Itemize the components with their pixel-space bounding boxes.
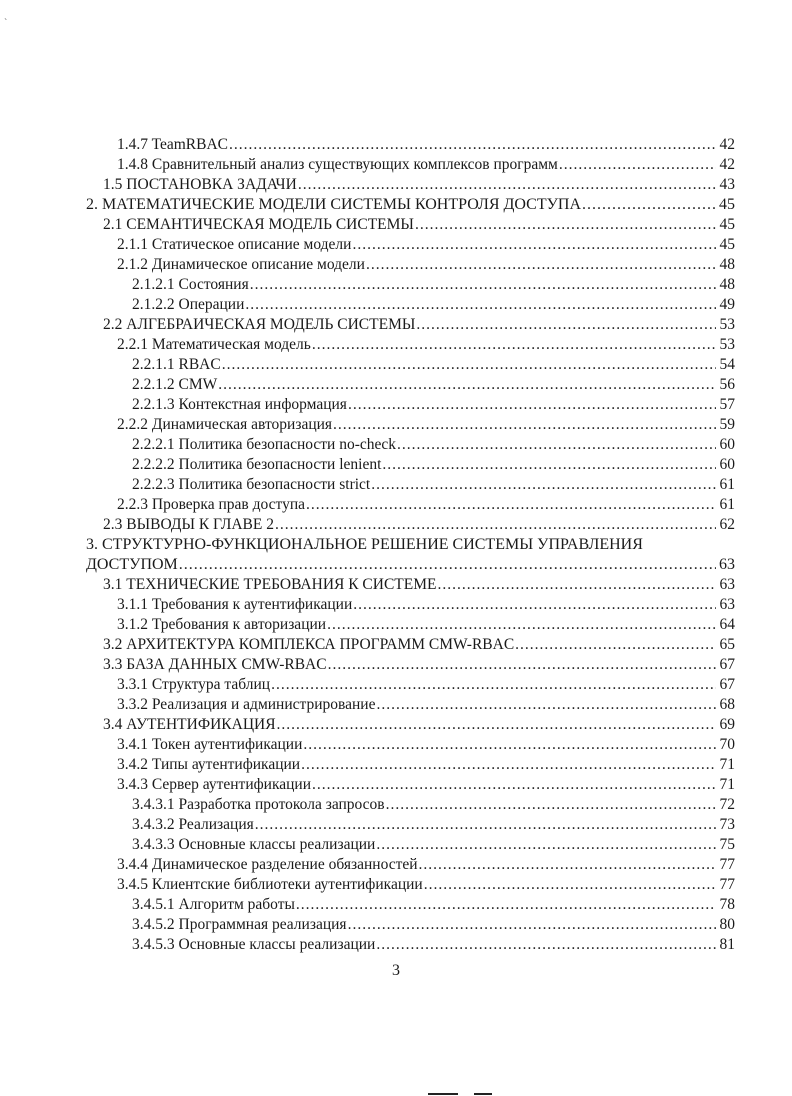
toc-entry[interactable] xyxy=(132,395,735,415)
toc-entry-title: 2.3 ВЫВОДЫ К ГЛАВЕ 2 xyxy=(103,516,274,533)
dot-leader xyxy=(312,335,716,355)
toc-entry-page-number: 65 xyxy=(719,636,735,653)
toc-entry[interactable] xyxy=(103,575,735,595)
toc-entry-page-number: 48 xyxy=(719,276,735,293)
toc-entry[interactable] xyxy=(132,355,735,375)
toc-entry-page-number: 60 xyxy=(719,436,735,453)
toc-entry-page-number: 77 xyxy=(719,856,735,873)
toc-entry-page-number: 77 xyxy=(719,876,735,893)
toc-entry-heading-line: 3. СТРУКТУРНО-ФУНКЦИОНАЛЬНОЕ РЕШЕНИЕ СИСТЕМЫ УПРАВЛЕНИЯ xyxy=(86,536,643,553)
toc-entry-title: 2.2.2.2 Политика безопасности lenient xyxy=(132,456,382,473)
toc-entry-title: 1.5 ПОСТАНОВКА ЗАДАЧИ xyxy=(103,176,297,193)
toc-entry[interactable] xyxy=(117,135,735,155)
toc-entry-title: 2. МАТЕМАТИЧЕСКИЕ МОДЕЛИ СИСТЕМЫ КОНТРОЛЯ ДОСТУПА xyxy=(86,196,582,213)
toc-entry-title: 2.1 СЕМАНТИЧЕСКАЯ МОДЕЛЬ СИСТЕМЫ xyxy=(103,216,414,233)
toc-entry[interactable] xyxy=(117,855,735,875)
toc-entry-title: 3.3 БАЗА ДАННЫХ CMW-RBAC xyxy=(103,656,327,673)
toc-entry[interactable] xyxy=(117,235,735,255)
dot-leader xyxy=(348,395,716,415)
toc-entry-title: 3.4.1 Токен аутентификации xyxy=(117,736,303,753)
toc-entry-title: 2.2.1 Математическая модель xyxy=(117,336,311,353)
dot-leader xyxy=(386,795,716,815)
toc-entry[interactable] xyxy=(86,195,735,215)
toc-entry[interactable] xyxy=(117,735,735,755)
dot-leader xyxy=(333,415,716,435)
toc-entry-title: 2.1.2.2 Операции xyxy=(132,296,245,313)
toc-entry[interactable] xyxy=(103,655,735,675)
scan-artifact-line xyxy=(428,1093,458,1095)
toc-entry[interactable] xyxy=(117,335,735,355)
toc-entry-title: 3.1.1 Требования к аутентификации xyxy=(117,596,353,613)
toc-entry[interactable] xyxy=(103,515,735,535)
dot-leader xyxy=(419,855,716,875)
toc-entry[interactable] xyxy=(132,935,735,955)
dot-leader xyxy=(382,455,716,475)
scan-artifact: ` xyxy=(4,18,8,29)
toc-entry-title: 2.1.1 Статическое описание модели xyxy=(117,236,352,253)
toc-entry-page-number: 59 xyxy=(719,416,735,433)
toc-entry-page-number: 78 xyxy=(719,896,735,913)
dot-leader xyxy=(348,915,716,935)
toc-entry[interactable] xyxy=(132,475,735,495)
dot-leader xyxy=(376,935,716,955)
dot-leader xyxy=(271,675,716,695)
toc-entry[interactable] xyxy=(132,895,735,915)
dot-leader xyxy=(327,615,716,635)
toc-entry-title: 3.3.1 Структура таблиц xyxy=(117,676,271,693)
toc-entry-title: 3.4.5.2 Программная реализация xyxy=(132,916,347,933)
toc-entry-title: 2.2.1.2 CMW xyxy=(132,376,218,393)
toc-entry[interactable] xyxy=(132,815,735,835)
toc-entry-page-number: 61 xyxy=(719,476,735,493)
toc-entry-title: 1.4.7 TeamRBAC xyxy=(117,136,229,153)
toc-entry-page-number: 45 xyxy=(719,216,735,233)
dot-leader xyxy=(255,815,716,835)
toc-entry-page-number: 72 xyxy=(719,796,735,813)
toc-entry-title: 2.2 АЛГЕБРАИЧЕСКАЯ МОДЕЛЬ СИСТЕМЫ xyxy=(103,316,416,333)
toc-entry-title: 2.2.2.3 Политика безопасности strict xyxy=(132,476,371,493)
toc-entry-title: 3.4.3 Сервер аутентификации xyxy=(117,776,312,793)
toc-entry-page-number: 71 xyxy=(719,776,735,793)
toc-entry[interactable] xyxy=(117,595,735,615)
toc-entry[interactable] xyxy=(132,275,735,295)
toc-entry-page-number: 57 xyxy=(719,396,735,413)
toc-entry-title: 3.4.5.1 Алгоритм работы xyxy=(132,896,295,913)
dot-leader xyxy=(424,875,716,895)
toc-entry[interactable] xyxy=(117,775,735,795)
toc-entry-title: 3.4.3.1 Разработка протокола запросов xyxy=(132,796,385,813)
dot-leader xyxy=(582,195,716,215)
toc-entry[interactable] xyxy=(132,835,735,855)
toc-entry[interactable] xyxy=(132,375,735,395)
toc-entry[interactable] xyxy=(132,295,735,315)
toc-entry-page-number: 80 xyxy=(719,916,735,933)
dot-leader xyxy=(229,135,716,155)
toc-entry-page-number: 45 xyxy=(719,236,735,253)
toc-entry-page-number: 45 xyxy=(719,196,735,213)
toc-entry-title: 3.4.3.2 Реализация xyxy=(132,816,254,833)
toc-entry-page-number: 42 xyxy=(719,136,735,153)
toc-entry[interactable] xyxy=(103,315,735,335)
dot-leader xyxy=(353,595,716,615)
toc-entry-page-number: 53 xyxy=(719,316,735,333)
page-number: 3 xyxy=(392,962,400,979)
dot-leader xyxy=(371,475,716,495)
toc-entry[interactable] xyxy=(132,795,735,815)
toc-entry[interactable] xyxy=(103,715,735,735)
dot-leader xyxy=(250,275,716,295)
toc-entry-title: 3.3.2 Реализация и администрирование xyxy=(117,696,376,713)
toc-entry[interactable] xyxy=(117,155,735,175)
toc-entry-page-number: 63 xyxy=(719,596,735,613)
toc-entry-page-number: 54 xyxy=(719,356,735,373)
toc-entry-title: 2.1.2.1 Состояния xyxy=(132,276,249,293)
dot-leader xyxy=(306,495,716,515)
toc-entry-title: 2.2.3 Проверка прав доступа xyxy=(117,496,305,513)
dot-leader xyxy=(277,715,716,735)
toc-entry[interactable] xyxy=(132,455,735,475)
toc-entry[interactable] xyxy=(103,635,735,655)
toc-entry-page-number: 81 xyxy=(719,936,735,953)
toc-entry-title: 2.2.1.3 Контекстная информация xyxy=(132,396,347,413)
dot-leader xyxy=(438,575,717,595)
toc-entry-title: 3.4.5 Клиентские библиотеки аутентификации xyxy=(117,876,423,893)
toc-entry-title: 3.2 АРХИТЕКТУРА КОМПЛЕКСА ПРОГРАММ CMW-RBAC xyxy=(103,636,515,653)
toc-entry-page-number: 62 xyxy=(719,516,735,533)
toc-entry-title: 3.4.5.3 Основные классы реализации xyxy=(132,936,376,953)
toc-entry-page-number: 67 xyxy=(719,676,735,693)
dot-leader xyxy=(301,755,716,775)
dot-leader xyxy=(218,375,716,395)
toc-entry-title: 1.4.8 Сравнительный анализ существующих комплексов программ xyxy=(117,156,558,173)
dot-leader xyxy=(416,315,716,335)
dot-leader xyxy=(397,435,716,455)
dot-leader xyxy=(303,735,716,755)
toc-entry[interactable] xyxy=(117,495,735,515)
toc-entry-page-number: 71 xyxy=(719,756,735,773)
toc-entry[interactable] xyxy=(117,755,735,775)
toc-entry-title: 3.4 АУТЕНТИФИКАЦИЯ xyxy=(103,716,276,733)
toc-entry-page-number: 61 xyxy=(719,496,735,513)
dot-leader xyxy=(352,235,716,255)
toc-entry-page-number: 69 xyxy=(719,716,735,733)
toc-entry[interactable] xyxy=(117,695,735,715)
toc-entry[interactable] xyxy=(117,615,735,635)
dot-leader xyxy=(222,355,716,375)
toc-entry-page-number: 63 xyxy=(719,556,735,573)
toc-entry-page-number: 60 xyxy=(719,456,735,473)
toc-entry-page-number: 68 xyxy=(719,696,735,713)
dot-leader xyxy=(296,895,716,915)
toc-entry[interactable] xyxy=(132,435,735,455)
dot-leader xyxy=(366,255,716,275)
toc-entry[interactable] xyxy=(103,215,735,235)
dot-leader xyxy=(415,215,716,235)
dot-leader xyxy=(312,775,716,795)
dot-leader xyxy=(515,635,716,655)
toc-entry-page-number: 43 xyxy=(719,176,735,193)
toc-entry[interactable] xyxy=(117,415,735,435)
toc-entry-title: 2.2.1.1 RBAC xyxy=(132,356,221,373)
toc-entry-title: 2.2.2.1 Политика безопасности no-check xyxy=(132,436,397,453)
toc-entry-page-number: 48 xyxy=(719,256,735,273)
dot-leader xyxy=(275,515,716,535)
toc-entry[interactable] xyxy=(117,875,735,895)
dot-leader xyxy=(376,695,716,715)
toc-entry-title: 2.2.2 Динамическая авторизация xyxy=(117,416,333,433)
toc-entry-page-number: 53 xyxy=(719,336,735,353)
scan-artifact-line xyxy=(474,1093,492,1095)
toc-entry-page-number: 75 xyxy=(719,836,735,853)
toc-entry[interactable] xyxy=(117,255,735,275)
toc-entry-title: 3.4.4 Динамическое разделение обязанностей xyxy=(117,856,418,873)
dot-leader xyxy=(328,655,716,675)
dot-leader xyxy=(376,835,716,855)
dot-leader xyxy=(298,175,716,195)
toc-entry-title: 3.4.3.3 Основные классы реализации xyxy=(132,836,376,853)
toc-entry[interactable] xyxy=(86,555,735,575)
toc-entry-page-number: 63 xyxy=(719,576,735,593)
toc-entry-page-number: 73 xyxy=(719,816,735,833)
toc-entry-title: 3.1 ТЕХНИЧЕСКИЕ ТРЕБОВАНИЯ К СИСТЕМЕ xyxy=(103,576,437,593)
toc-entry-title: ДОСТУПОМ xyxy=(86,556,178,573)
toc-entry-page-number: 49 xyxy=(719,296,735,313)
toc-entry-title: 3.4.2 Типы аутентификации xyxy=(117,756,301,773)
dot-leader xyxy=(179,555,716,575)
dot-leader xyxy=(559,155,716,175)
toc-entry-title: 3.1.2 Требования к авторизации xyxy=(117,616,327,633)
toc-entry-page-number: 56 xyxy=(719,376,735,393)
toc-entry-page-number: 67 xyxy=(719,656,735,673)
toc-entry-title: 2.1.2 Динамическое описание модели xyxy=(117,256,365,273)
toc-entry[interactable] xyxy=(132,915,735,935)
toc-entry-page-number: 42 xyxy=(719,156,735,173)
dot-leader xyxy=(245,295,716,315)
toc-entry-page-number: 70 xyxy=(719,736,735,753)
toc-entry-page-number: 64 xyxy=(719,616,735,633)
toc-entry[interactable] xyxy=(103,175,735,195)
toc-entry[interactable] xyxy=(117,675,735,695)
